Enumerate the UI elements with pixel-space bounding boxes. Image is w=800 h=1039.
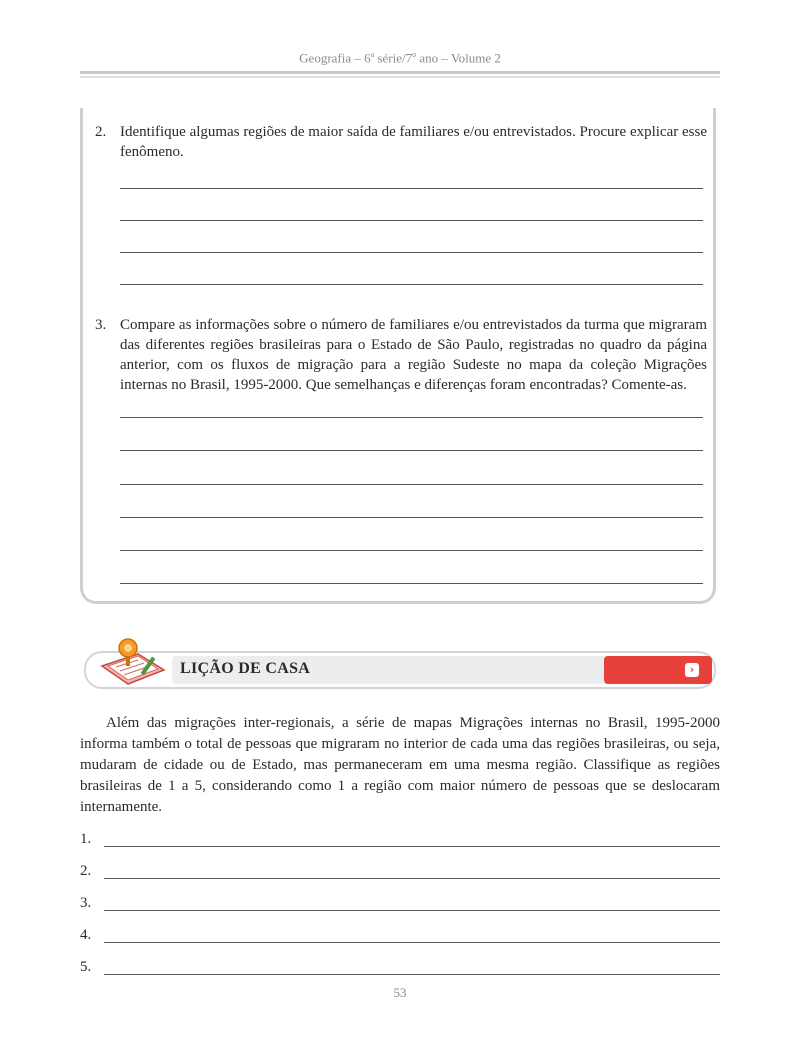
header-rule-secondary bbox=[80, 76, 720, 78]
answer-line[interactable] bbox=[120, 450, 703, 451]
answer-line[interactable] bbox=[120, 484, 703, 485]
rank-item-1 bbox=[80, 831, 720, 851]
homework-clipboard-icon bbox=[98, 636, 168, 688]
rank-number: 1. bbox=[80, 831, 92, 847]
answer-line[interactable] bbox=[120, 252, 703, 253]
answer-line[interactable] bbox=[104, 974, 720, 975]
answer-line[interactable] bbox=[120, 550, 703, 551]
header-rule bbox=[80, 71, 720, 74]
rank-number: 4. bbox=[80, 927, 92, 943]
answer-line[interactable] bbox=[120, 583, 703, 584]
rank-item-3 bbox=[80, 895, 720, 915]
rank-number: 3. bbox=[80, 895, 92, 911]
rank-item-5 bbox=[80, 959, 720, 979]
homework-title: LIÇÃO DE CASA bbox=[180, 660, 311, 677]
question-3 bbox=[95, 315, 707, 395]
question-text: Identifique algumas regiões de maior saída de familiares e/ou entrevistados. Procure explicar esse fenômeno. bbox=[120, 124, 707, 160]
page-number: 53 bbox=[393, 985, 407, 1000]
answer-line[interactable] bbox=[120, 517, 703, 518]
answer-line[interactable] bbox=[104, 942, 720, 943]
question-text: Compare as informações sobre o número de familiares e/ou entrevistados da turma que migraram das diferentes regiões brasileiras para o Estado de São Paulo, registradas no quadro da página anterior, com os fluxos de migração para a região Sudeste no mapa da coleção Migrações internas no Brasil, 1995-2000. Que semelhanças e diferenças foram encontradas? Comente-as. bbox=[120, 317, 707, 393]
answer-line[interactable] bbox=[120, 220, 703, 221]
answer-line[interactable] bbox=[120, 417, 703, 418]
question-number: 3. bbox=[95, 317, 107, 333]
answer-line[interactable] bbox=[120, 284, 703, 285]
page-header: Geografia – 6$^a$ série/7$^o$ ano – Volume 2 bbox=[299, 50, 501, 66]
rank-item-2 bbox=[80, 863, 720, 883]
question-2 bbox=[95, 122, 707, 162]
arrow-right-icon: › bbox=[685, 663, 699, 677]
rank-number: 5. bbox=[80, 959, 92, 975]
rank-item-4 bbox=[80, 927, 720, 947]
answer-line[interactable] bbox=[104, 878, 720, 879]
question-number: 2. bbox=[95, 124, 107, 140]
answer-line[interactable] bbox=[120, 188, 703, 189]
rank-number: 2. bbox=[80, 863, 92, 879]
homework-paragraph: Além das migrações inter-regionais, a série de mapas Migrações internas no Brasil, 1995-2000 informa também o total de pessoas que migraram no interior de cada uma das regiões brasileiras, ou seja, mudaram de cidade ou de Estado, mas permaneceram em uma mesma região. Classifique as regiões brasileiras de 1 a 5, considerando como 1 a região com maior número de pessoas que se deslocaram internamente. bbox=[80, 715, 720, 815]
answer-line[interactable] bbox=[104, 846, 720, 847]
answer-line[interactable] bbox=[104, 910, 720, 911]
